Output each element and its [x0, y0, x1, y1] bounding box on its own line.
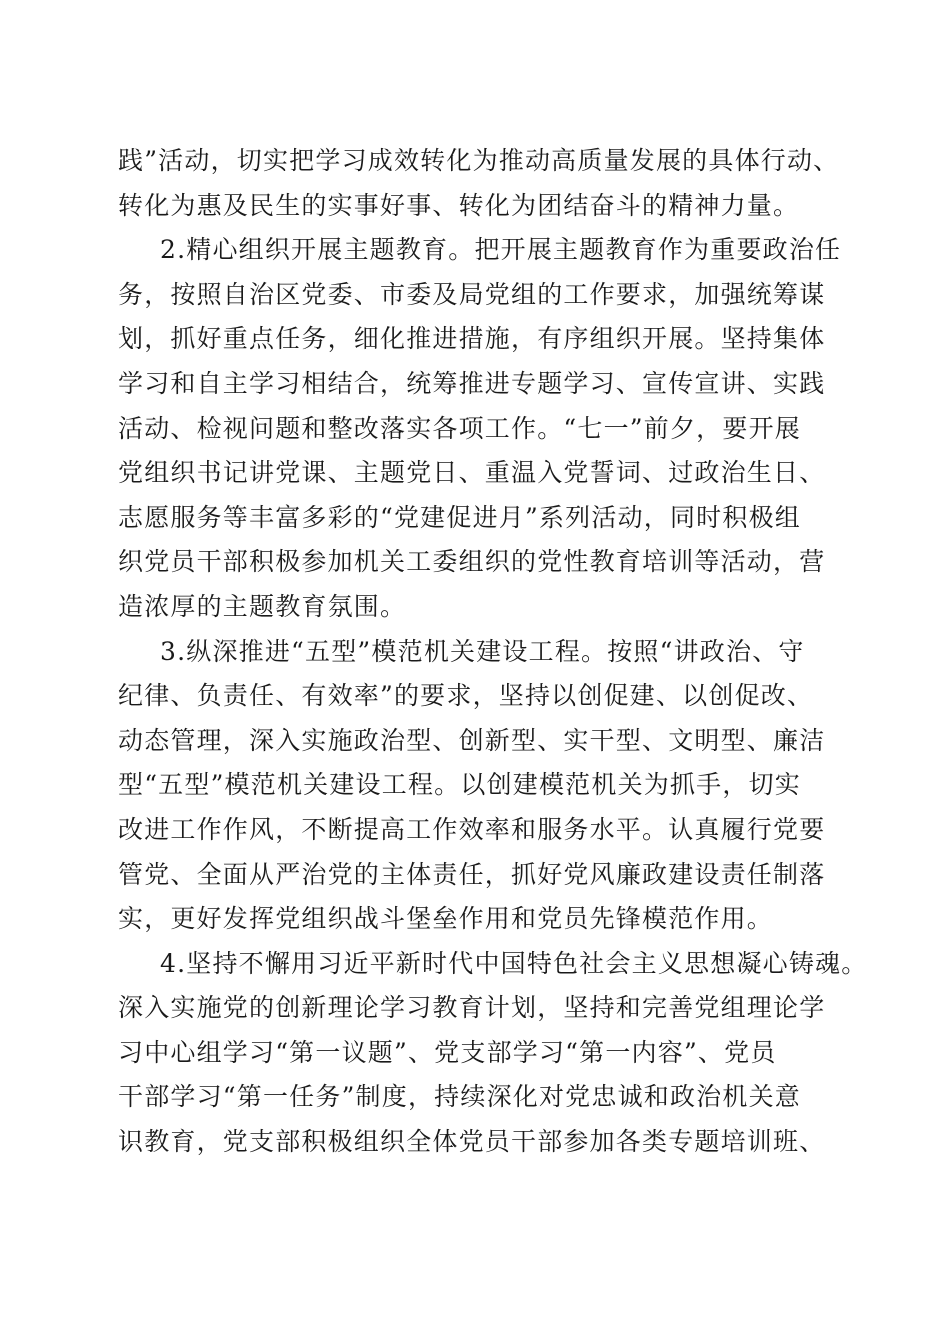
text-line: 识教育，党支部积极组织全体党员干部参加各类专题培训班、 [118, 1127, 826, 1157]
text-line: 干部学习“第一任务”制度，持续深化对党忠诚和政治机关意 [118, 1082, 801, 1112]
text-line: 型“五型”模范机关建设工程。以创建模范机关为抓手，切实 [118, 770, 801, 800]
text-line: 务，按照自治区党委、市委及局党组的工作要求，加强统筹谋 [118, 279, 826, 309]
text-line: 实，更好发挥党组织战斗堡垒作用和党员先锋模范作用。 [118, 904, 774, 934]
text-line: 织党员干部积极参加机关工委组织的党性教育培训等活动，营 [118, 547, 826, 577]
text-line: 造浓厚的主题教育氛围。 [118, 591, 407, 621]
text-line: 转化为惠及民生的实事好事、转化为团结奋斗的精神力量。 [118, 190, 800, 220]
text-line: 学习和自主学习相结合，统筹推进专题学习、宣传宣讲、实践 [118, 368, 826, 398]
document-body [118, 139, 868, 1165]
text-line: 动态管理，深入实施政治型、创新型、实干型、文明型、廉洁 [118, 725, 826, 755]
text-line: 管党、全面从严治党的主体责任，抓好党风廉政建设责任制落 [118, 859, 826, 889]
text-line: 活动、检视问题和整改落实各项工作。“七一”前夕，要开展 [118, 413, 801, 443]
text-line: 习中心组学习“第一议题”、党支部学习“第一内容”、党员 [118, 1037, 777, 1067]
text-line: 志愿服务等丰富多彩的“党建促进月”系列活动，同时积极组 [118, 502, 801, 532]
text-line: 深入实施党的创新理论学习教育计划，坚持和完善党组理论学 [118, 993, 826, 1023]
text-line: 2.精心组织开展主题教育。把开展主题教育作为重要政治任 [160, 235, 842, 265]
text-line: 纪律、负责任、有效率”的要求，坚持以创促建、以创促改、 [118, 681, 814, 711]
text-line: 4.坚持不懈用习近平新时代中国特色社会主义思想凝心铸魂。 [160, 948, 868, 978]
text-line: 践”活动，切实把学习成效转化为推动高质量发展的具体行动、 [118, 146, 840, 175]
text-line: 3.纵深推进“五型”模范机关建设工程。按照“讲政治、守 [160, 636, 805, 666]
text-line: 党组织书记讲党课、主题党日、重温入党誓词、过政治生日、 [118, 458, 826, 488]
text-line: 改进工作作风，不断提高工作效率和服务水平。认真履行党要 [118, 814, 826, 844]
text-line: 划，抓好重点任务，细化推进措施，有序组织开展。坚持集体 [118, 324, 826, 354]
